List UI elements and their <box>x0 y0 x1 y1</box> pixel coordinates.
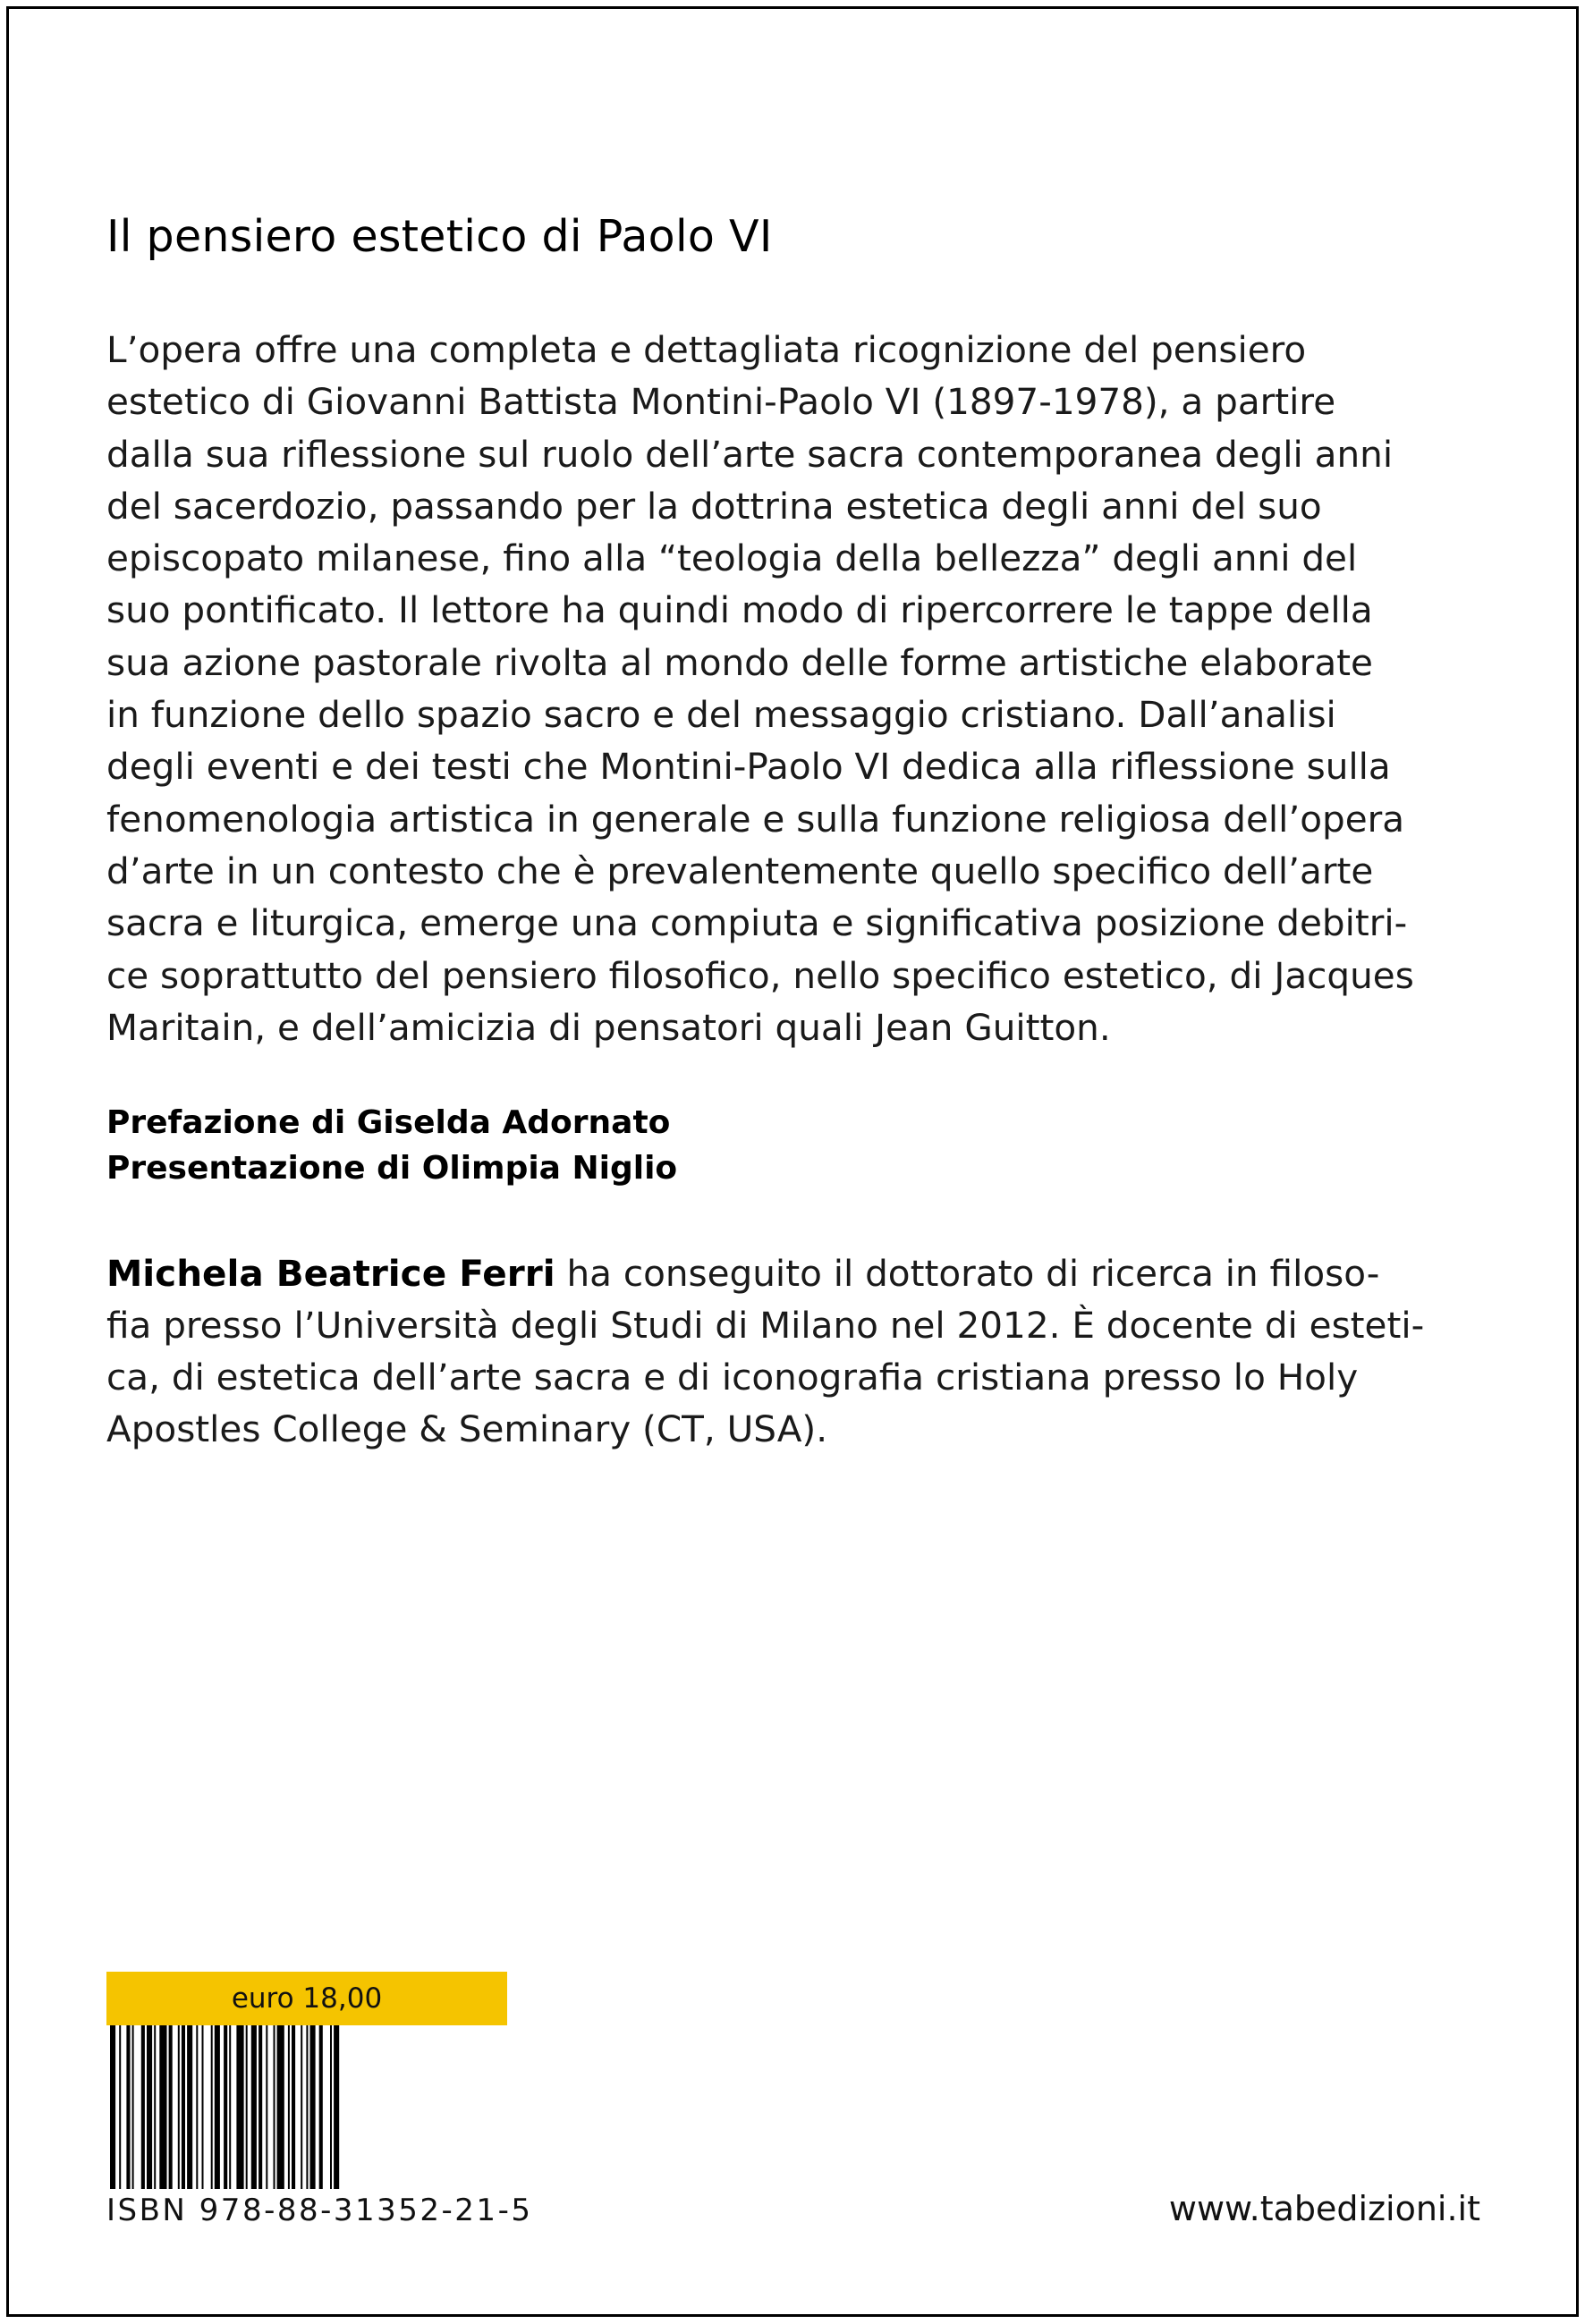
publisher-website: www.tabedizioni.it <box>1168 2189 1480 2228</box>
description-line: d’arte in un contesto che è prevalentemente quello specifico dell’arte <box>106 849 1374 892</box>
description-line: del sacerdozio, passando per la dottrina estetica degli anni del suo <box>106 484 1322 528</box>
barcode-bar <box>319 2025 323 2189</box>
barcode-bar <box>251 2025 257 2189</box>
description-line: sua azione pastorale rivolta al mondo delle forme artistiche elaborate <box>106 640 1373 684</box>
description-line: ce soprattutto del pensiero filosofico, nello specifico estetico, di Jacques <box>106 953 1414 997</box>
book-title: Il pensiero estetico di Paolo VI <box>106 211 773 262</box>
barcode-bar <box>236 2025 243 2189</box>
credits <box>106 1100 677 1191</box>
description-line: dalla sua riflessione sul ruolo dell’arte sacra contemporanea degli anni <box>106 432 1394 476</box>
description-line: fenomenologia artistica in generale e sulla funzione religiosa dell’opera <box>106 797 1405 841</box>
barcode-bar <box>154 2025 156 2189</box>
barcode-bar <box>202 2025 204 2189</box>
barcode-bars <box>106 2025 507 2189</box>
barcode-bar <box>330 2025 332 2189</box>
barcode-bar <box>215 2025 220 2189</box>
description-line: degli eventi e dei testi che Montini-Paolo VI dedica alla riflessione sulla <box>106 745 1391 789</box>
barcode-bar <box>310 2025 316 2189</box>
barcode-bar <box>147 2025 152 2189</box>
barcode-bar <box>301 2025 302 2189</box>
bio-first-line <box>106 1247 1484 1299</box>
bio-line: ca, di estetica dell’arte sacra e di iconografia cristiana presso lo Holy <box>106 1356 1359 1399</box>
barcode-bar <box>110 2025 115 2189</box>
barcode-bar <box>288 2025 290 2189</box>
price-label: euro 18,00 <box>106 1972 507 2025</box>
description-line: estetico di Giovanni Battista Montini-Paolo VI (1897-1978), a partire <box>106 380 1336 424</box>
isbn-number: ISBN 978-88-31352-21-5 <box>106 2193 533 2228</box>
barcode-bar <box>196 2025 198 2189</box>
barcode-bar <box>292 2025 295 2189</box>
preface-credit: Prefazione di Giselda Adornato <box>106 1104 671 1141</box>
barcode-bar <box>126 2025 130 2189</box>
barcode-bar <box>119 2025 121 2189</box>
description-line: L’opera offre una completa e dettagliata ricognizione del pensiero <box>106 328 1307 371</box>
barcode-bar <box>182 2025 185 2189</box>
barcode-bar <box>334 2025 339 2189</box>
presentation-credit: Presentazione di Olimpia Niglio <box>106 1150 678 1187</box>
barcode-image <box>106 2025 507 2189</box>
barcode-bar <box>159 2025 166 2189</box>
barcode-bar <box>274 2025 275 2189</box>
barcode-bar <box>211 2025 213 2189</box>
barcode-bar <box>169 2025 173 2189</box>
barcode-bar <box>246 2025 248 2189</box>
description-line: episcopato milanese, fino alla “teologia della bellezza” degli anni del <box>106 537 1358 580</box>
description-line: sacra e liturgica, emerge una compiuta e significativa posizione debitri- <box>106 901 1408 945</box>
barcode-bar <box>229 2025 231 2189</box>
author-bio <box>106 1247 1484 1455</box>
barcode-bar <box>187 2025 192 2189</box>
barcode-bar <box>178 2025 180 2189</box>
bio-line: fia presso l’Università degli Studi di Milano nel 2012. È docente di esteti- <box>106 1304 1425 1347</box>
book-description <box>106 324 1484 1053</box>
description-line: suo pontificato. Il lettore ha quindi modo di ripercorrere le tappe della <box>106 588 1373 632</box>
barcode-bar <box>132 2025 134 2189</box>
barcode-bar <box>224 2025 227 2189</box>
author-name: Michela Beatrice Ferri <box>106 1252 555 1295</box>
barcode-bar <box>259 2025 262 2189</box>
description-line: Maritain, e dell’amicizia di pensatori quali Jean Guitton. <box>106 1005 1111 1049</box>
barcode-bar <box>141 2025 145 2189</box>
barcode-bar <box>277 2025 284 2189</box>
barcode-bar <box>266 2025 267 2189</box>
barcode-bar <box>306 2025 308 2189</box>
description-line: in funzione dello spazio sacro e del messaggio cristiano. Dall’analisi <box>106 693 1336 737</box>
bio-text: ha conseguito il dottorato di ricerca in filoso- <box>555 1252 1380 1295</box>
bio-line: Apostles College & Seminary (CT, USA). <box>106 1407 828 1450</box>
